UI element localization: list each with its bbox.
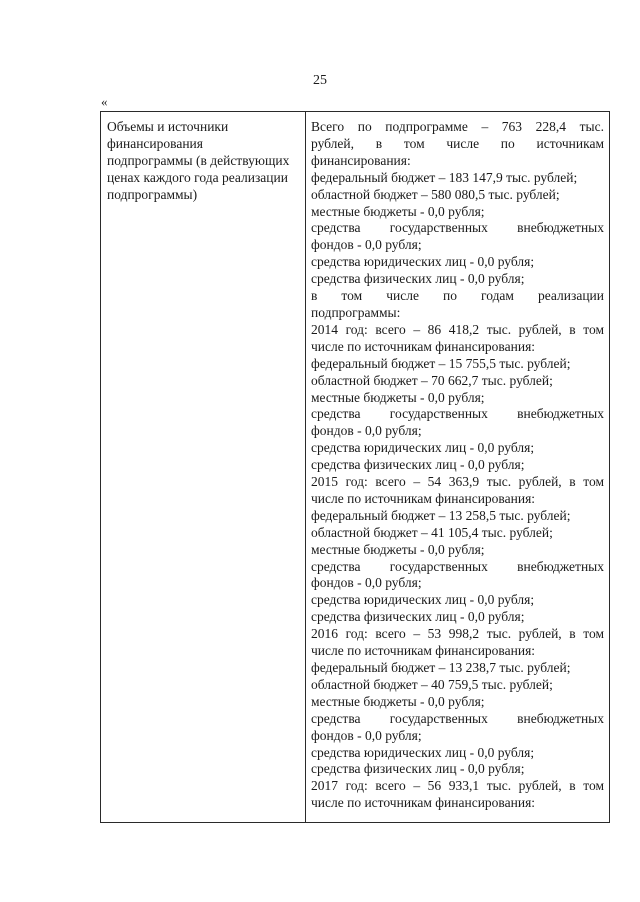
funding-detail-line: федеральный бюджет – 15 755,5 тыс. рублей; (311, 355, 571, 371)
funding-detail-line: средства государственных внебюджетных (311, 406, 604, 422)
funding-detail-line: средства юридических лиц - 0,0 рубля; (311, 440, 535, 456)
funding-detail-line: средства государственных внебюджетных (311, 220, 604, 236)
funding-detail-line: 2017 год: всего – 56 933,1 тыс. рублей, в том (311, 778, 604, 794)
funding-detail-line: областной бюджет – 70 662,7 тыс. рублей; (311, 372, 553, 388)
funding-detail-line: фондов - 0,0 рубля; (311, 575, 422, 591)
funding-detail-line: средства юридических лиц - 0,0 рубля; (311, 744, 535, 760)
funding-detail-line: числе по источникам финансирования: (311, 490, 536, 506)
funding-detail-line: областной бюджет – 40 759,5 тыс. рублей; (311, 676, 553, 692)
funding-detail-line: средства физических лиц - 0,0 рубля; (311, 761, 525, 777)
funding-detail-line: средства государственных внебюджетных (311, 710, 604, 726)
funding-detail-line: средства физических лиц - 0,0 рубля; (311, 271, 525, 287)
funding-detail-line: финансирования: (311, 152, 411, 168)
funding-detail-line: числе по источникам финансирования: (311, 795, 536, 811)
funding-details-cell (306, 112, 609, 822)
funding-detail-line: рублей, в том числе по источникам (311, 135, 604, 151)
funding-table (100, 111, 610, 823)
funding-label-line: подпрограммы) (107, 186, 198, 202)
funding-detail-line: числе по источникам финансирования: (311, 338, 536, 354)
funding-detail-line: федеральный бюджет – 13 258,5 тыс. рублей; (311, 507, 571, 523)
funding-detail-line: местные бюджеты - 0,0 рубля; (311, 203, 485, 219)
funding-detail-line: Всего по подпрограмме – 763 228,4 тыс. (311, 119, 604, 134)
funding-detail-line: фондов - 0,0 рубля; (311, 423, 422, 439)
funding-detail-line: фондов - 0,0 рубля; (311, 237, 422, 253)
funding-detail-line: средства физических лиц - 0,0 рубля; (311, 457, 525, 473)
funding-detail-line: федеральный бюджет – 13 238,7 тыс. рублей; (311, 660, 571, 675)
funding-detail-line: 2014 год: всего – 86 418,2 тыс. рублей, в том (311, 321, 604, 337)
funding-label-line: подпрограммы (в действующих (107, 152, 290, 168)
funding-detail-line: средства физических лиц - 0,0 рубля; (311, 609, 525, 625)
funding-detail-line: местные бюджеты - 0,0 рубля; (311, 693, 485, 709)
funding-detail-line: областной бюджет – 580 080,5 тыс. рублей; (311, 186, 560, 202)
funding-detail-line: числе по источникам финансирования: (311, 643, 536, 659)
funding-detail-line: федеральный бюджет – 183 147,9 тыс. рублей; (311, 169, 578, 185)
funding-label-cell (101, 112, 306, 822)
funding-detail-line: средства государственных внебюджетных (311, 558, 604, 574)
funding-detail-line: средства юридических лиц - 0,0 рубля; (311, 592, 535, 608)
funding-label-line: финансирования (107, 135, 203, 151)
funding-label-line: Объемы и источники (107, 119, 229, 134)
opening-quote-mark: « (101, 94, 108, 109)
funding-detail-line: 2016 год: всего – 53 998,2 тыс. рублей, в том (311, 626, 604, 642)
funding-detail-line: 2015 год: всего – 54 363,9 тыс. рублей, в том (311, 474, 604, 490)
funding-detail-line: местные бюджеты - 0,0 рубля; (311, 389, 485, 405)
funding-label-line: ценах каждого года реализации (107, 169, 288, 185)
funding-detail-line: подпрограммы: (311, 304, 401, 320)
page-number: 25 (313, 73, 327, 88)
funding-detail-line: в том числе по годам реализации (311, 288, 604, 304)
funding-detail-line: местные бюджеты - 0,0 рубля; (311, 541, 485, 557)
funding-detail-line: фондов - 0,0 рубля; (311, 727, 422, 743)
funding-detail-line: областной бюджет – 41 105,4 тыс. рублей; (311, 524, 553, 540)
funding-detail-line: средства юридических лиц - 0,0 рубля; (311, 254, 535, 270)
